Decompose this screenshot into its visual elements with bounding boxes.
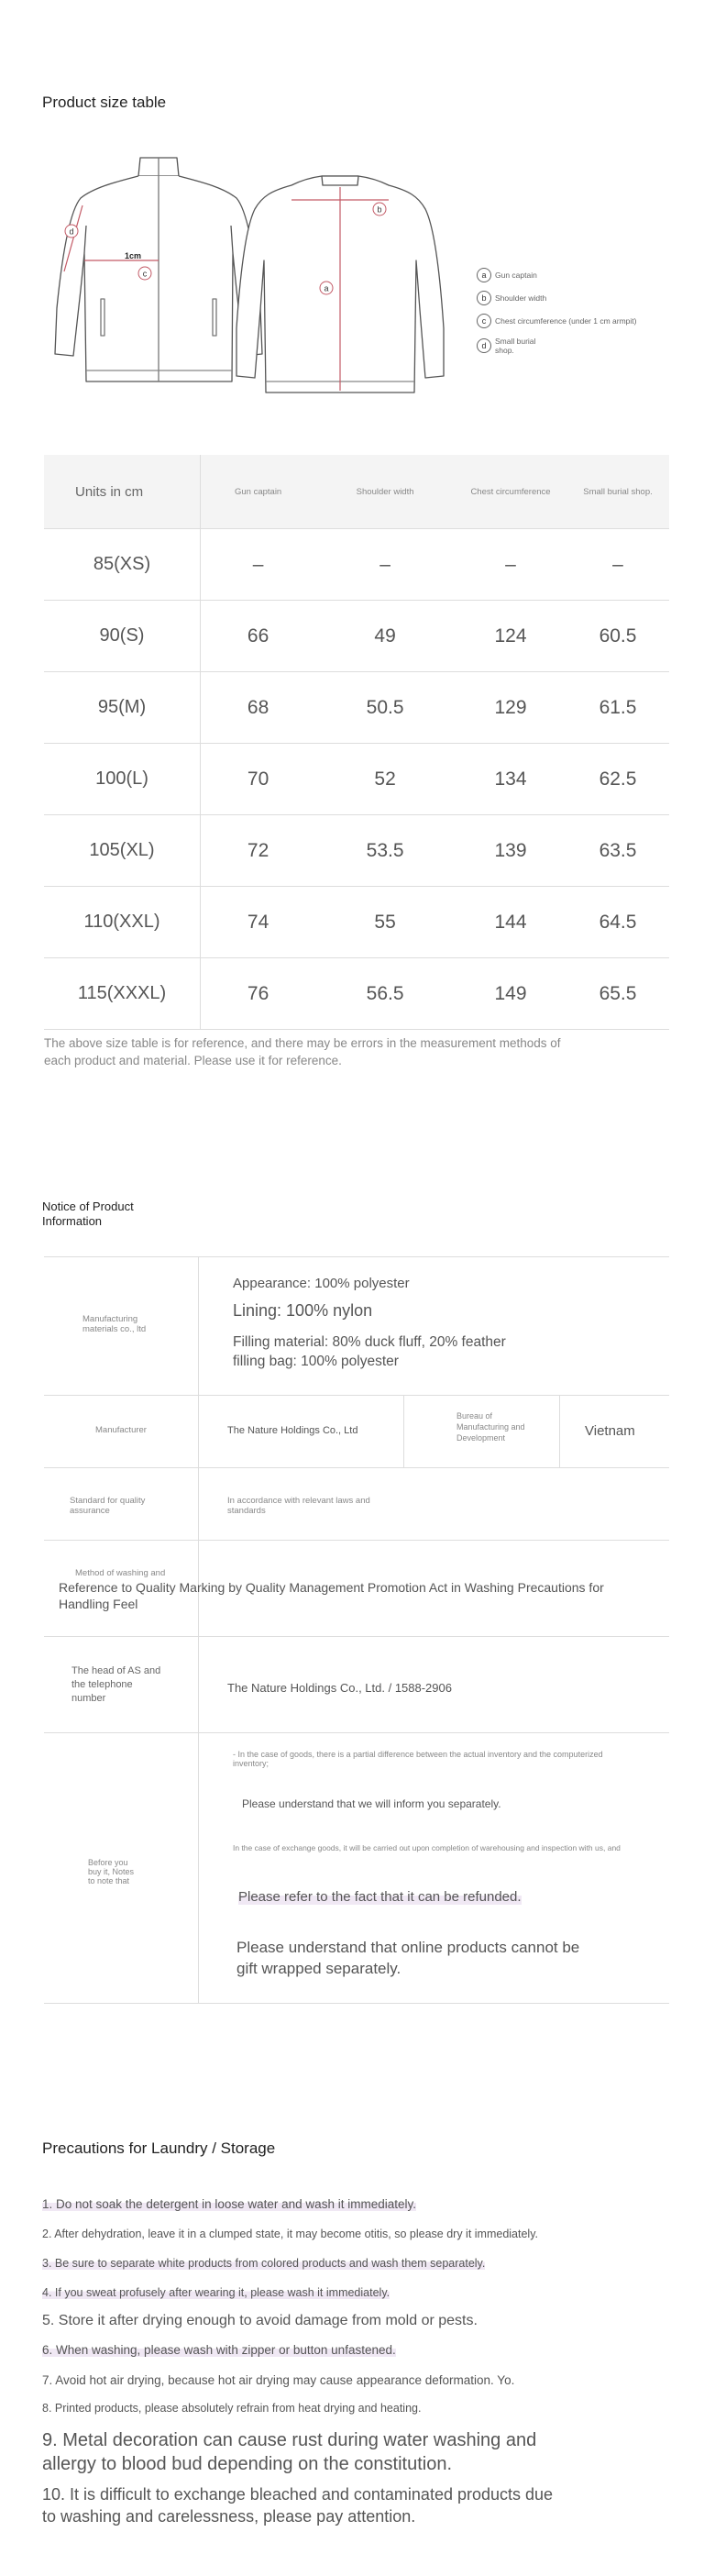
size-value-cell: 55 [315, 887, 455, 958]
size-value-cell: 144 [455, 887, 566, 958]
size-value-cell: 60.5 [566, 601, 669, 672]
materials-line3: Filling material: 80% duck fluff, 20% feather filling bag: 100% polyester [233, 1334, 506, 1369]
size-table-title: Product size table [42, 94, 167, 111]
before-item-2: Please understand that we will inform you separately. [242, 1797, 501, 1810]
washing-value: Reference to Quality Marking by Quality Management Promotion Act in Washing Precautions for Handling Feel [59, 1580, 604, 1611]
size-label-cell: 90(S) [44, 601, 201, 672]
precaution-item-3: 3. Be sure to separate white products from colored products and wash them separately. [42, 2257, 486, 2270]
size-value-cell: 49 [315, 601, 455, 672]
notice-row-materials [44, 1257, 669, 1396]
jacket-front-illustration [53, 152, 264, 392]
size-value-cell: – [201, 529, 316, 601]
bureau-label: Bureau of Manufacturing and Development [456, 1411, 525, 1443]
size-value-cell: 70 [201, 744, 316, 815]
table-row [44, 887, 669, 958]
notice-row-as [44, 1637, 669, 1733]
as-label: The head of AS and the telephone number [72, 1665, 161, 1704]
before-item-1: - In the case of goods, there is a partial difference between the actual inventory and the computerized inventory; [233, 1750, 603, 1768]
size-value-cell: – [455, 529, 566, 601]
size-value-cell: 134 [455, 744, 566, 815]
as-value: The Nature Holdings Co., Ltd. / 1588-2906 [227, 1681, 452, 1695]
size-value-cell: 66 [201, 601, 316, 672]
standard-value: In accordance with relevant laws and standards [227, 1496, 370, 1516]
before-item-3: In the case of exchange goods, it will be carried out upon completion of warehousing and inspection with us, and [233, 1843, 621, 1852]
size-value-cell: 61.5 [566, 672, 669, 744]
size-table [44, 455, 669, 1030]
header-small-burial-shop: Small burial shop. [566, 455, 669, 529]
size-value-cell: 64.5 [566, 887, 669, 958]
size-value-cell: – [315, 529, 455, 601]
callout-c: c [142, 269, 148, 279]
notice-row-washing [44, 1541, 669, 1637]
size-value-cell: 65.5 [566, 958, 669, 1030]
precaution-item-7: 7. Avoid hot air drying, because hot air drying may cause appearance deformation. Yo. [42, 2373, 515, 2387]
callout-b: b [377, 205, 382, 215]
size-value-cell: – [566, 529, 669, 601]
size-value-cell: 63.5 [566, 815, 669, 887]
scale-1cm-label: 1cm [125, 251, 142, 260]
washing-label: Method of washing and [75, 1568, 166, 1578]
bureau-value: Vietnam [585, 1423, 635, 1439]
table-row [44, 672, 669, 744]
measurement-legend [477, 268, 688, 363]
callout-d: d [69, 227, 74, 237]
size-value-cell: 50.5 [315, 672, 455, 744]
notice-row-standard [44, 1468, 669, 1541]
size-value-cell: 56.5 [315, 958, 455, 1030]
manufacturer-value: The Nature Holdings Co., Ltd [227, 1425, 358, 1436]
table-header-row [44, 455, 669, 529]
size-value-cell: 129 [455, 672, 566, 744]
jacket-back-illustration [235, 172, 446, 402]
header-gun-captain: Gun captain [201, 455, 316, 529]
precaution-item-4: 4. If you sweat profusely after wearing it, please wash it immediately. [42, 2286, 390, 2299]
legend-item-c: c Chest circumference (under 1 cm armpit) [477, 314, 688, 328]
table-row [44, 958, 669, 1030]
before-item-5: Please understand that online products cannot be gift wrapped separately. [236, 1939, 580, 1977]
size-value-cell: 74 [201, 887, 316, 958]
notice-table [44, 1256, 669, 2004]
notice-title: Notice of Product Information [42, 1200, 134, 1228]
manufacturer-label: Manufacturer [95, 1425, 147, 1435]
size-label-cell: 100(L) [44, 744, 201, 815]
standard-label: Standard for quality assurance [70, 1496, 146, 1516]
size-value-cell: 62.5 [566, 744, 669, 815]
legend-item-d: d Small burial shop. [477, 337, 688, 355]
size-label-cell: 95(M) [44, 672, 201, 744]
before-item-4: Please refer to the fact that it can be refunded. [238, 1889, 522, 1905]
size-value-cell: 76 [201, 958, 316, 1030]
callout-a: a [324, 283, 329, 293]
legend-item-a: a Gun captain [477, 268, 688, 282]
size-value-cell: 139 [455, 815, 566, 887]
size-table-note: The above size table is for reference, and there may be errors in the measurement methods of each product and material. Please use it for reference. [44, 1036, 561, 1067]
size-value-cell: 53.5 [315, 815, 455, 887]
precaution-item-2: 2. After dehydration, leave it in a clumped state, it may become otitis, so please dry it immediately. [42, 2228, 538, 2240]
header-shoulder-width: Shoulder width [315, 455, 455, 529]
size-value-cell: 72 [201, 815, 316, 887]
materials-line2: Lining: 100% nylon [233, 1301, 373, 1320]
precaution-item-1: 1. Do not soak the detergent in loose water and wash it immediately. [42, 2197, 416, 2211]
header-units: Units in cm [44, 455, 201, 529]
precautions-title: Precautions for Laundry / Storage [42, 2139, 276, 2157]
size-value-cell: 68 [201, 672, 316, 744]
precaution-item-6: 6. When washing, please wash with zipper or button unfastened. [42, 2343, 396, 2357]
table-row [44, 815, 669, 887]
size-label-cell: 105(XL) [44, 815, 201, 887]
size-value-cell: 52 [315, 744, 455, 815]
table-row [44, 744, 669, 815]
notice-row-before-buy [44, 1733, 669, 2004]
size-label-cell: 110(XXL) [44, 887, 201, 958]
size-label-cell: 85(XS) [44, 529, 201, 601]
precaution-item-10: 10. It is difficult to exchange bleached and contaminated products due to washing and carelessness, please pay attention. [42, 2485, 554, 2526]
table-row [44, 529, 669, 601]
size-value-cell: 149 [455, 958, 566, 1030]
header-chest: Chest circumference [455, 455, 566, 529]
notice-row-manufacturer [44, 1396, 669, 1468]
before-label: Before you buy it, Notes to note that [88, 1858, 135, 1885]
materials-line1: Appearance: 100% polyester [233, 1276, 410, 1291]
size-label-cell: 115(XXXL) [44, 958, 201, 1030]
precaution-item-9: 9. Metal decoration can cause rust during water washing and allergy to blood bud depending on the constitution. [42, 2430, 537, 2474]
precaution-item-8: 8. Printed products, please absolutely refrain from heat drying and heating. [42, 2402, 422, 2415]
size-value-cell: 124 [455, 601, 566, 672]
legend-item-b: b Shoulder width [477, 291, 688, 305]
materials-label: Manufacturing materials co., ltd [82, 1314, 147, 1334]
precaution-item-5: 5. Store it after drying enough to avoid damage from mold or pests. [42, 2313, 478, 2328]
table-row [44, 601, 669, 672]
